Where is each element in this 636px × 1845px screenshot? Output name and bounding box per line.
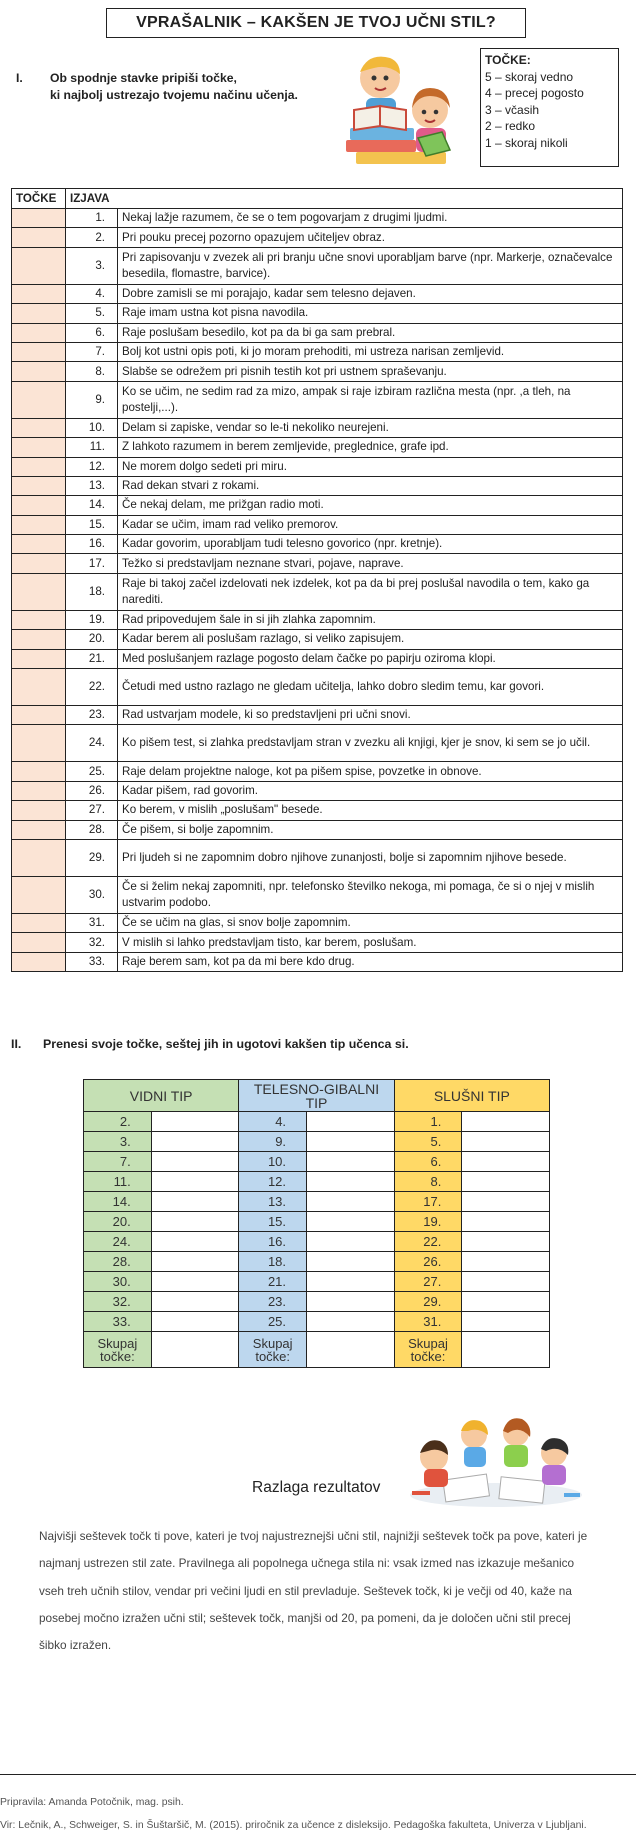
points-cell[interactable] [12,573,66,610]
total-label-line-2: točke: [100,1348,135,1364]
score-item-number: 25. [239,1312,307,1332]
score-input-cell[interactable] [462,1292,550,1312]
statement-text: Če si želim nekaj zapomniti, npr. telefonsko številko nekoga, mi pomaga, če si o njej v mislih ustvarim podobo. [118,876,623,913]
statement-number: 29. [66,839,118,876]
score-row [84,1132,550,1152]
points-cell[interactable] [12,952,66,971]
total-input-cell[interactable] [151,1332,239,1368]
points-cell[interactable] [12,535,66,554]
score-input-cell[interactable] [151,1152,239,1172]
section-1-line-1: Ob spodnje stavke pripiši točke, [50,71,237,85]
statement-number: 19. [66,610,118,629]
score-item-number: 13. [239,1192,307,1212]
score-input-cell[interactable] [151,1232,239,1252]
points-cell[interactable] [12,247,66,284]
statement-number: 24. [66,725,118,762]
score-input-cell[interactable] [307,1132,395,1152]
questionnaire-row [12,669,623,706]
total-label [239,1332,307,1368]
statement-number: 31. [66,913,118,932]
statement-text: V mislih si lahko predstavljam tisto, kar berem, poslušam. [118,933,623,952]
statement-text: Kadar pišem, rad govorim. [118,781,623,800]
score-item-number: 21. [239,1272,307,1292]
statement-text: Ko se učim, ne sedim rad za mizo, ampak si raje izbiram različna mesta (npr. ,a tleh, na postelji,...). [118,381,623,418]
questionnaire-row [12,535,623,554]
score-item-number: 12. [239,1172,307,1192]
score-input-cell[interactable] [307,1312,395,1332]
statement-number: 8. [66,362,118,381]
score-input-cell[interactable] [307,1292,395,1312]
statement-number: 14. [66,496,118,515]
points-cell[interactable] [12,381,66,418]
section-1-line-2: ki najbolj ustrezajo tvojemu načinu učenja. [50,88,298,102]
questionnaire-row [12,342,623,361]
points-cell[interactable] [12,913,66,932]
statement-number: 20. [66,630,118,649]
questionnaire-row [12,781,623,800]
score-input-cell[interactable] [307,1172,395,1192]
score-item-number: 18. [239,1252,307,1272]
points-legend-item: 5 – skoraj vedno [485,69,574,84]
questionnaire-row [12,839,623,876]
section-2-instructions [11,1037,409,1051]
points-cell[interactable] [12,610,66,629]
statement-text: Rad dekan stvari z rokami. [118,476,623,495]
statement-text: Raje berem sam, kot pa da mi bere kdo drug. [118,952,623,971]
score-input-cell[interactable] [151,1132,239,1152]
questionnaire-row [12,573,623,610]
questionnaire-row [12,554,623,573]
section-2-text: Prenesi svoje točke, seštej jih in ugotovi kakšen tip učenca si. [43,1037,409,1051]
questionnaire-row [12,457,623,476]
points-cell[interactable] [12,781,66,800]
score-row [84,1252,550,1272]
statement-text: Slabše se odrežem pri pisnih testih kot pri ustnem spraševanju. [118,362,623,381]
score-input-cell[interactable] [462,1172,550,1192]
statement-number: 1. [66,209,118,228]
score-item-number: 26. [394,1252,462,1272]
score-input-cell[interactable] [462,1272,550,1292]
score-input-cell[interactable] [462,1192,550,1212]
score-item-number: 30. [84,1272,152,1292]
statement-text: Ko berem, v mislih „poslušam" besede. [118,801,623,820]
score-input-cell[interactable] [307,1232,395,1252]
points-cell[interactable] [12,209,66,228]
statement-text: Pri zapisovanju v zvezek ali pri branju učne snovi uporabljam barve (npr. Markerje, označevalce besedila, flomastre, barvice). [118,247,623,284]
statement-text: Bolj kot ustni opis poti, ki jo moram prehoditi, mi ustreza narisan zemljevid. [118,342,623,361]
questionnaire-row [12,820,623,839]
statement-number: 32. [66,933,118,952]
questionnaire-row [12,725,623,762]
questionnaire-table [11,188,623,972]
questionnaire-row [12,913,623,932]
score-row [84,1312,550,1332]
questionnaire-row [12,706,623,725]
kids-reading-illustration [338,48,476,172]
points-cell[interactable] [12,649,66,668]
points-cell[interactable] [12,418,66,437]
statement-text: Pri ljudeh si ne zapomnim dobro njihove zunanjosti, bolje si zapomnim njihove besede. [118,839,623,876]
questionnaire-row [12,649,623,668]
questionnaire-row [12,610,623,629]
points-cell[interactable] [12,304,66,323]
score-table [83,1079,550,1368]
score-input-cell[interactable] [151,1312,239,1332]
questionnaire-row [12,476,623,495]
questionnaire-row [12,801,623,820]
score-input-cell[interactable] [307,1252,395,1272]
score-item-number: 11. [84,1172,152,1192]
total-label-line-1: Skupaj [97,1335,138,1351]
score-item-number: 4. [239,1112,307,1132]
questionnaire-row [12,247,623,284]
points-cell[interactable] [12,362,66,381]
statement-number: 7. [66,342,118,361]
points-cell[interactable] [12,457,66,476]
score-input-cell[interactable] [307,1152,395,1172]
score-input-cell[interactable] [462,1252,550,1272]
statement-text: Rad ustvarjam modele, ki so predstavljeni pri učni snovi. [118,706,623,725]
score-input-cell[interactable] [151,1252,239,1272]
score-input-cell[interactable] [307,1192,395,1212]
questionnaire-row [12,876,623,913]
points-cell[interactable] [12,515,66,534]
statement-text: Raje imam ustna kot pisna navodila. [118,304,623,323]
score-item-number: 16. [239,1232,307,1252]
statement-text: Kadar berem ali poslušam razlago, si veliko zapisujem. [118,630,623,649]
kids-drawing-illustration [404,1407,584,1510]
statement-text: Ko pišem test, si zlahka predstavljam stran v zvezku ali knjigi, kjer je snov, ki sem se jo učil. [118,725,623,762]
score-input-cell[interactable] [151,1112,239,1132]
statement-number: 28. [66,820,118,839]
questionnaire-row [12,630,623,649]
score-item-number: 8. [394,1172,462,1192]
score-item-number: 28. [84,1252,152,1272]
score-row [84,1112,550,1132]
points-legend-item: 3 – včasih [485,102,540,117]
statement-text: Težko si predstavljam neznane stvari, pojave, naprave. [118,554,623,573]
questionnaire-row [12,515,623,534]
questionnaire-row [12,284,623,303]
footer-author: Pripravila: Amanda Potočnik, mag. psih. [0,1797,184,1808]
score-item-number: 27. [394,1272,462,1292]
footer-divider [0,1774,636,1775]
statement-text: Med poslušanjem razlage pogosto delam čačke po papirju oziroma klopi. [118,649,623,668]
points-cell[interactable] [12,496,66,515]
score-item-number: 5. [394,1132,462,1152]
statement-text: Če nekaj delam, me prižgan radio moti. [118,496,623,515]
footer-source: Vir: Lečnik, A., Schweiger, S. in Šuštaršič, M. (2015). priročnik za učence z disleksijo. Pedagoška fakulteta, Univerza v Ljubljani. [0,1820,587,1831]
statement-number: 13. [66,476,118,495]
score-input-cell[interactable] [462,1132,550,1152]
statement-number: 11. [66,438,118,457]
statement-text: Dobre zamisli se mi porajajo, kadar sem telesno dejaven. [118,284,623,303]
score-item-number: 6. [394,1152,462,1172]
total-label [84,1332,152,1368]
points-cell[interactable] [12,228,66,247]
results-explanation: Najvišji seštevek točk ti pove, kateri je tvoj najustreznejši učni stil, najnižji seštevek točk pa pove, kateri je najmanj ustrezen stil zate. Pravilnega ali popolnega učnega stila ni: vsak izmed nas izkazuje mešanico vseh treh učnih stilov, vendar pri večini ljudi en stil prevladuje. Seštevek točk, ki je večji od 40, kaže na posebej močno izražen učni stil; seštevek točk, manjši od 20, pa pomeni, da je določen učni stil precej šibko izražen. [39,1529,588,1653]
statement-text: Če se učim na glas, si snov bolje zapomnim. [118,913,623,932]
section-1-instructions [16,70,298,104]
score-item-number: 10. [239,1152,307,1172]
score-item-number: 20. [84,1212,152,1232]
points-legend-title: TOČKE: [485,53,531,67]
score-input-cell[interactable] [462,1212,550,1232]
column-header-points: TOČKE [12,189,66,209]
score-row [84,1212,550,1232]
score-input-cell[interactable] [151,1292,239,1312]
statement-text: Kadar se učim, imam rad veliko premorov. [118,515,623,534]
statement-text: Pri pouku precej pozorno opazujem učiteljev obraz. [118,228,623,247]
questionnaire-row [12,304,623,323]
questionnaire-row [12,418,623,437]
statement-text: Kadar govorim, uporabljam tudi telesno govorico (npr. kretnje). [118,535,623,554]
header-auditory-type: SLUŠNI TIP [394,1080,549,1112]
statement-text: Nekaj lažje razumem, če se o tem pogovarjam z drugimi ljudmi. [118,209,623,228]
statement-text: Z lahkoto razumem in berem zemljevide, preglednice, grafe ipd. [118,438,623,457]
points-cell[interactable] [12,476,66,495]
statement-text: Delam si zapiske, vendar so le-ti nekoliko neurejeni. [118,418,623,437]
points-cell[interactable] [12,706,66,725]
statement-number: 17. [66,554,118,573]
score-input-cell[interactable] [151,1212,239,1232]
score-input-cell[interactable] [151,1172,239,1192]
statement-number: 22. [66,669,118,706]
statement-number: 6. [66,323,118,342]
questionnaire-row [12,438,623,457]
points-cell[interactable] [12,876,66,913]
total-label [394,1332,462,1368]
page-title: VPRAŠALNIK – KAKŠEN JE TVOJ UČNI STIL? [106,8,526,38]
questionnaire-row [12,228,623,247]
score-input-cell[interactable] [307,1212,395,1232]
total-label-line-2: točke: [410,1348,446,1364]
points-cell[interactable] [12,801,66,820]
questionnaire-row [12,323,623,342]
header-kinesthetic-type: TELESNO-GIBALNI TIP [239,1080,394,1112]
score-item-number: 22. [394,1232,462,1252]
points-legend-item: 2 – redko [485,119,536,134]
section-2-number: II. [11,1037,22,1051]
statement-text: Raje poslušam besedilo, kot pa da bi ga sam prebral. [118,323,623,342]
points-legend-item: 4 – precej pogosto [485,86,584,101]
questionnaire-row [12,762,623,781]
points-cell[interactable] [12,323,66,342]
questionnaire-row [12,496,623,515]
score-item-number: 2. [84,1112,152,1132]
score-input-cell[interactable] [462,1152,550,1172]
statement-number: 23. [66,706,118,725]
total-label-line-2: točke: [255,1348,291,1364]
score-row [84,1232,550,1252]
questionnaire-row [12,381,623,418]
statement-number: 33. [66,952,118,971]
score-input-cell[interactable] [307,1272,395,1292]
score-input-cell[interactable] [462,1312,550,1332]
statement-number: 26. [66,781,118,800]
total-label-line-1: Skupaj [408,1335,448,1351]
score-row [84,1192,550,1212]
points-legend [480,48,619,167]
score-item-number: 1. [394,1112,462,1132]
points-cell[interactable] [12,342,66,361]
points-cell[interactable] [12,669,66,706]
score-item-number: 33. [84,1312,152,1332]
statement-number: 9. [66,381,118,418]
statement-number: 25. [66,762,118,781]
score-item-number: 19. [394,1212,462,1232]
points-cell[interactable] [12,284,66,303]
column-header-statement: IZJAVA [66,189,623,209]
statement-number: 12. [66,457,118,476]
score-item-number: 7. [84,1152,152,1172]
score-row [84,1292,550,1312]
statement-number: 2. [66,228,118,247]
score-total-row [84,1332,550,1368]
questionnaire-row [12,933,623,952]
points-cell[interactable] [12,725,66,762]
statement-number: 21. [66,649,118,668]
section-1-number: I. [16,71,23,85]
points-cell[interactable] [12,630,66,649]
total-label-line-1: Skupaj [252,1335,293,1351]
statement-number: 5. [66,304,118,323]
score-input-cell[interactable] [462,1112,550,1132]
statement-text: Ne morem dolgo sedeti pri miru. [118,457,623,476]
points-cell[interactable] [12,933,66,952]
score-item-number: 31. [394,1312,462,1332]
statement-text: Raje bi takoj začel izdelovati nek izdelek, kot pa da bi prej poslušal navodila o tem, kako ga narediti. [118,573,623,610]
score-item-number: 15. [239,1212,307,1232]
questionnaire-row [12,209,623,228]
statement-text: Četudi med ustno razlago ne gledam učitelja, lahko dobro sledim temu, kar govori. [118,669,623,706]
score-item-number: 3. [84,1132,152,1152]
results-title: Razlaga rezultatov [252,1479,381,1496]
score-input-cell[interactable] [307,1112,395,1132]
points-cell[interactable] [12,820,66,839]
points-cell[interactable] [12,554,66,573]
statement-number: 27. [66,801,118,820]
score-row [84,1272,550,1292]
score-item-number: 24. [84,1232,152,1252]
questionnaire-row [12,362,623,381]
score-input-cell[interactable] [151,1192,239,1212]
statement-text: Rad pripovedujem šale in si jih zlahka zapomnim. [118,610,623,629]
score-input-cell[interactable] [151,1272,239,1292]
statement-number: 18. [66,573,118,610]
score-item-number: 17. [394,1192,462,1212]
points-cell[interactable] [12,438,66,457]
questionnaire-row [12,952,623,971]
header-visual-type: VIDNI TIP [84,1080,239,1112]
statement-text: Če pišem, si bolje zapomnim. [118,820,623,839]
statement-number: 16. [66,535,118,554]
score-row [84,1152,550,1172]
score-item-number: 9. [239,1132,307,1152]
score-item-number: 32. [84,1292,152,1312]
total-input-cell[interactable] [307,1332,395,1368]
points-legend-item: 1 – skoraj nikoli [485,135,568,150]
statement-number: 3. [66,247,118,284]
statement-text: Raje delam projektne naloge, kot pa pišem spise, povzetke in obnove. [118,762,623,781]
statement-number: 30. [66,876,118,913]
statement-number: 4. [66,284,118,303]
statement-number: 15. [66,515,118,534]
score-row [84,1172,550,1192]
points-cell[interactable] [12,839,66,876]
score-item-number: 23. [239,1292,307,1312]
total-input-cell[interactable] [462,1332,550,1368]
points-cell[interactable] [12,762,66,781]
score-item-number: 29. [394,1292,462,1312]
score-item-number: 14. [84,1192,152,1212]
score-input-cell[interactable] [462,1232,550,1252]
statement-number: 10. [66,418,118,437]
